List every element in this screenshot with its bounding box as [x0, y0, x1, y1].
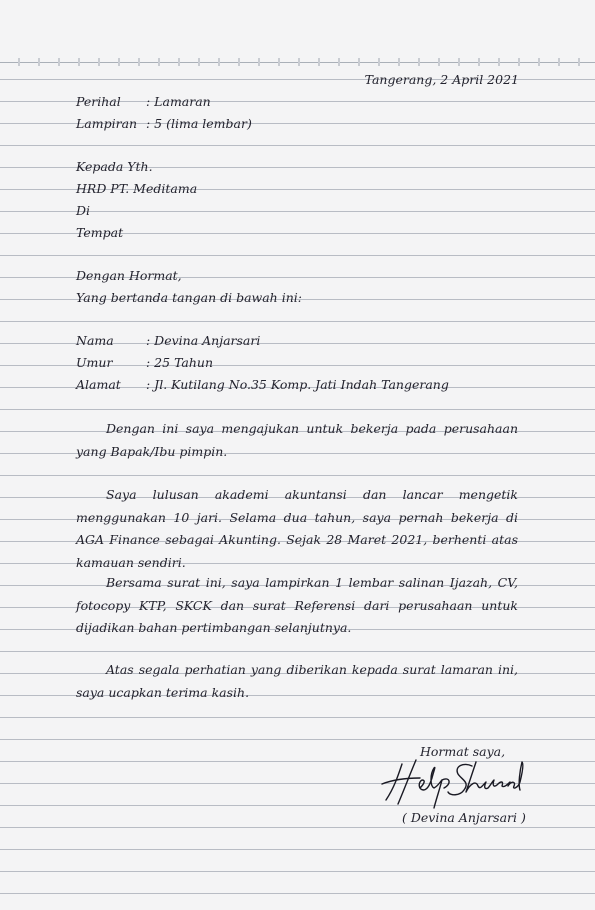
recipient-line-4: Tempat: [76, 225, 124, 240]
body-paragraph-2: Saya lulusan akademi akuntansi dan lancar mengetik menggunakan 10 jari. Selama dua tahun, saya pernah bekerja di AGA Finance sebagai Akunting. Sejak 28 Maret 2021, berhenti atas kamauan sendiri.: [76, 487, 518, 570]
closing: Hormat saya,: [420, 744, 506, 759]
field-value-lampiran: : 5 (lima lembar): [146, 116, 252, 131]
body-paragraph-1: Dengan ini saya mengajukan untuk bekerja pada perusahaan yang Bapak/Ibu pimpin.: [76, 421, 518, 459]
field-label-nama: Nama: [76, 333, 114, 348]
paper-perforation: [0, 58, 595, 66]
recipient-line-1: Kepada Yth.: [76, 159, 153, 174]
field-value-perihal: : Lamaran: [146, 94, 211, 109]
body-paragraph-4: Atas segala perhatian yang diberikan kepada surat lamaran ini, saya ucapkan terima kasih.: [76, 662, 518, 700]
recipient-line-2: HRD PT. Meditama: [76, 181, 198, 196]
body-paragraph-3: Bersama surat ini, saya lampirkan 1 lembar salinan Ijazah, CV, fotocopy KTP, SKCK dan surat Referensi dari perusahaan untuk dijadikan bahan pertimbangan selanjutnya.: [76, 575, 518, 635]
signature-image: [380, 756, 530, 812]
paper-top-margin: [0, 0, 595, 63]
field-value-alamat: : Jl. Kutilang No.35 Komp. Jati Indah Tangerang: [146, 377, 449, 392]
field-value-umur: : 25 Tahun: [146, 355, 214, 370]
recipient-line-3: Di: [76, 203, 91, 218]
place-date: Tangerang, 2 April 2021: [364, 72, 519, 87]
field-value-nama: : Devina Anjarsari: [146, 333, 261, 348]
signer-name: ( Devina Anjarsari ): [402, 810, 526, 825]
field-label-umur: Umur: [76, 355, 113, 370]
field-label-perihal: Perihal: [76, 94, 121, 109]
field-label-alamat: Alamat: [76, 377, 121, 392]
intro: Yang bertanda tangan di bawah ini:: [76, 290, 302, 305]
greeting: Dengan Hormat,: [76, 268, 182, 283]
field-label-lampiran: Lampiran: [76, 116, 138, 131]
